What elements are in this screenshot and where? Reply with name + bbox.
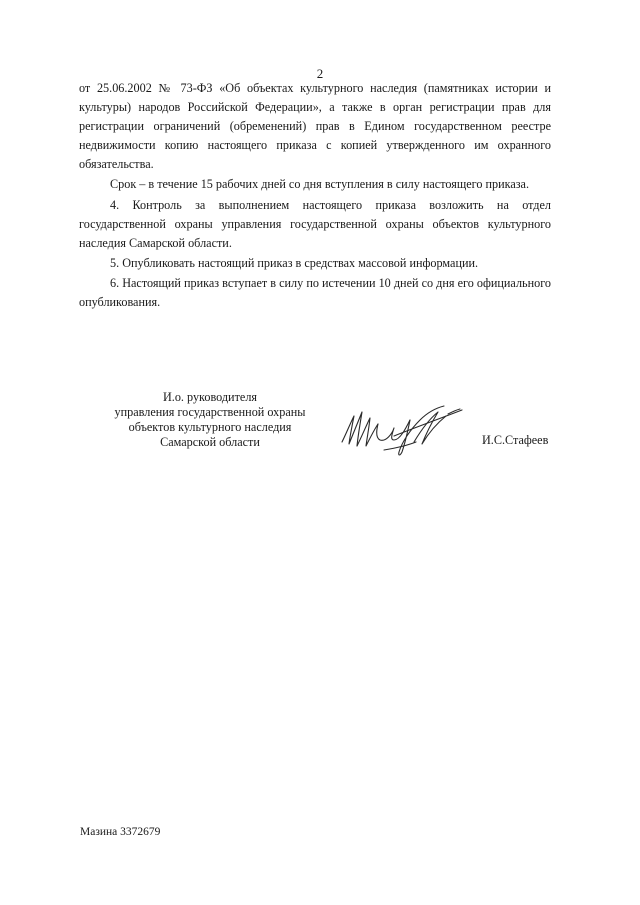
paragraph-item-5: 5. Опубликовать настоящий приказ в средствах массовой информации. xyxy=(110,255,479,270)
position-line: И.о. руководителя xyxy=(162,390,258,404)
page-number: 2 xyxy=(316,66,324,81)
position-line: управления государственной охраны xyxy=(114,405,306,419)
paragraph-continuation: от 25.06.2002 № 73-ФЗ «Об объектах культурного наследия (памятниках истории и культуры) народов Российской Федерации», а также в орган регистрации прав для регистрации ограничений (обременений) прав в Едином государственном реестре недвижимости копию настоящего приказа с копией утвержденного им охранного обязательства. xyxy=(79,81,551,172)
handwritten-signature xyxy=(336,398,468,460)
position-line: Самарской области xyxy=(160,435,260,449)
signatory-position xyxy=(100,390,320,450)
paragraph-deadline: Срок – в течение 15 рабочих дней со дня вступления в силу настоящего приказа. xyxy=(110,177,530,192)
document-body xyxy=(79,79,551,312)
paragraph-item-6: 6. Настоящий приказ вступает в силу по истечении 10 дней со дня его официального опубликования. xyxy=(79,275,551,310)
paragraph-item-4: 4. Контроль за выполнением настоящего приказа возложить на отдел государственной охраны управления государственной охраны объектов культурного наследия Самарской области. xyxy=(79,197,551,250)
executor-note: Мазина 3372679 xyxy=(80,826,161,838)
position-line: объектов культурного наследия xyxy=(128,420,292,434)
signer-name: И.С.Стафеев xyxy=(482,433,549,447)
